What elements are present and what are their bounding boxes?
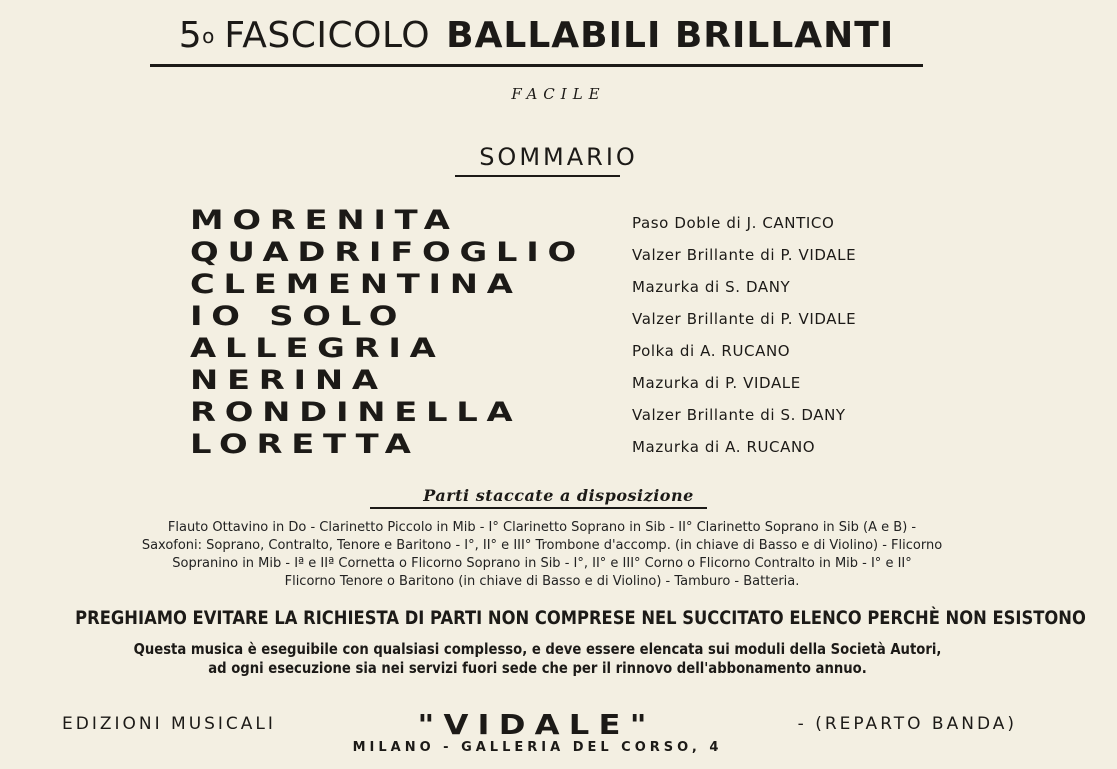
toc-row xyxy=(190,430,910,462)
publisher-line xyxy=(62,707,1017,741)
toc-row xyxy=(190,238,910,270)
table-of-contents xyxy=(190,206,910,462)
publisher-label: EDIZIONI MUSICALI xyxy=(62,714,276,734)
publisher-brand: "VIDALE" xyxy=(417,707,656,741)
toc-row xyxy=(190,334,910,366)
parts-rule xyxy=(370,507,707,509)
header-rule xyxy=(150,64,923,67)
toc-row xyxy=(190,366,910,398)
notice-sub xyxy=(0,640,1075,678)
collection-title: BALLABILI BRILLANTI xyxy=(446,15,895,56)
parts-list xyxy=(62,519,1022,591)
summary-heading: SOMMARIO xyxy=(479,143,638,171)
toc-row xyxy=(190,398,910,430)
issue-label: FASCICOLO xyxy=(224,15,431,56)
publisher-department: - (REPARTO BANDA) xyxy=(797,714,1017,734)
parts-line: Flauto Ottavino in Do - Clarinetto Piccolo in Mib - I° Clarinetto Soprano in Sib - II° Clarinetto Soprano in Sib (A e B) - xyxy=(167,520,917,535)
toc-description: Valzer Brillante di P. VIDALE xyxy=(632,246,857,264)
toc-description: Valzer Brillante di P. VIDALE xyxy=(632,310,857,328)
page-header xyxy=(150,10,923,62)
toc-title: NERINA xyxy=(190,365,387,396)
parts-line: Saxofoni: Soprano, Contralto, Tenore e Baritono - I°, II° e III° Trombone d'accomp. (in chiave di Basso e di Violino) - Flicorno xyxy=(141,538,943,553)
toc-description: Valzer Brillante di S. DANY xyxy=(632,406,846,424)
issue-number-superscript: o xyxy=(202,24,215,48)
toc-description: Mazurka di P. VIDALE xyxy=(632,374,801,392)
parts-line: Flicorno Tenore o Baritono (in chiave di Basso e di Violino) - Tamburo - Batteria. xyxy=(284,574,800,589)
summary-rule xyxy=(455,175,620,177)
parts-heading: Parti staccate a disposizione xyxy=(423,486,694,505)
toc-title: MORENITA xyxy=(190,205,459,236)
notice-sub-line: Questa musica è eseguibile con qualsiasi complesso, e deve essere elencata sui moduli della Società Autori, xyxy=(133,640,942,658)
issue-number: 5 xyxy=(178,15,203,56)
toc-title: CLEMENTINA xyxy=(190,269,522,300)
toc-title: RONDINELLA xyxy=(190,397,522,428)
toc-title: ALLEGRIA xyxy=(190,333,445,364)
toc-description: Mazurka di S. DANY xyxy=(632,278,791,296)
toc-row xyxy=(190,270,910,302)
toc-row xyxy=(190,206,910,238)
notice-sub-line: ad ogni esecuzione sia nei servizi fuori sede che per il rinnovo dell'abbonamento annuo. xyxy=(208,659,867,677)
toc-description: Polka di A. RUCANO xyxy=(632,342,791,360)
toc-row xyxy=(190,302,910,334)
parts-line: Sopranino in Mib - Iª e IIª Cornetta o Flicorno Soprano in Sib - I°, II° e III° Corno o Flicorno Contralto in Mib - I° e II° xyxy=(172,556,912,571)
toc-title: IO SOLO xyxy=(190,301,407,332)
toc-title: LORETTA xyxy=(190,429,420,460)
difficulty-label: FACILE xyxy=(511,85,606,103)
toc-description: Mazurka di A. RUCANO xyxy=(632,438,816,456)
notice-main: PREGHIAMO EVITARE LA RICHIESTA DI PARTI NON COMPRESE NEL SUCCITATO ELENCO PERCHÈ NON ESISTONO xyxy=(75,607,1086,629)
toc-title: QUADRIFOGLIO xyxy=(190,237,585,268)
publisher-address: MILANO - GALLERIA DEL CORSO, 4 xyxy=(352,740,723,755)
toc-description: Paso Doble di J. CANTICO xyxy=(632,214,835,232)
